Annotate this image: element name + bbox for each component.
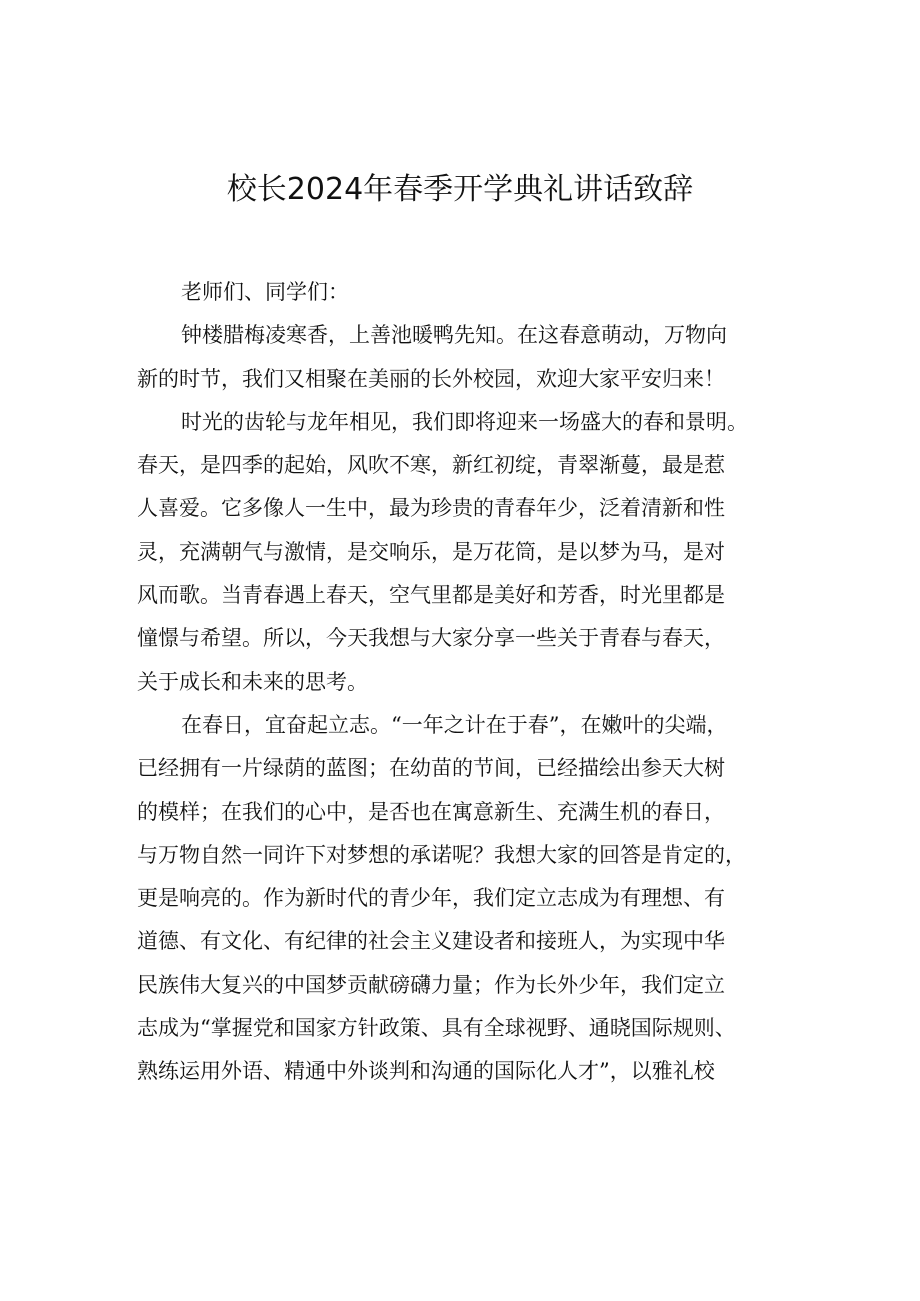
text-line: 新的时节，我们又相聚在美丽的长外校园，欢迎大家平安归来！ (137, 366, 725, 391)
text-line: 灵，充满朝气与激情，是交响乐，是万花筒，是以梦为马，是对 (137, 539, 725, 564)
text-line: 与万物自然一同许下对梦想的承诺呢？我想大家的回答是肯定的， (137, 842, 746, 867)
text-line: 的模样；在我们的心中，是否也在寓意新生、充满生机的春日， (137, 799, 725, 824)
text-line: 民族伟大复兴的中国梦贡献磅礴力量；作为长外少年，我们定立 (137, 972, 725, 997)
text-line: 关于成长和未来的思考。 (137, 669, 368, 694)
text-line: 道德、有文化、有纪律的社会主义建设者和接班人，为实现中华 (137, 929, 725, 954)
text-line: 老师们、同学们： (181, 280, 349, 304)
text-line: 更是响亮的。作为新时代的青少年，我们定立志成为有理想、有 (137, 886, 725, 911)
text-line: 志成为“掌握党和国家方针政策、具有全球视野、通晓国际规则、 (137, 1016, 736, 1041)
document-body (137, 271, 797, 1094)
text-line: 春天，是四季的起始，风吹不寒，新红初绽，青翠渐蔓，最是惹 (137, 453, 725, 478)
text-line: 在春日，宜奋起立志。“一年之计在于春”，在嫩叶的尖端， (181, 712, 728, 737)
text-line: 时光的齿轮与龙年相见，我们即将迎来一场盛大的春和景明。 (181, 409, 748, 434)
text-line: 憧憬与希望。所以，今天我想与大家分享一些关于青春与春天， (137, 626, 725, 651)
text-line: 已经拥有一片绿荫的蓝图；在幼苗的节间，已经描绘出参天大树 (137, 756, 725, 781)
text-line: 熟练运用外语、精通中外谈判和沟通的国际化人才”，以雅礼校 (137, 1059, 715, 1084)
document-title: 校长2024年春季开学典礼讲话致辞 (226, 172, 694, 207)
text-line: 风而歌。当青春遇上春天，空气里都是美好和芳香，时光里都是 (137, 583, 725, 608)
text-line: 钟楼腊梅凌寒香，上善池暖鸭先知。在这春意萌动，万物向 (181, 323, 727, 348)
text-line: 人喜爱。它多像人一生中，最为珍贵的青春年少，泛着清新和性 (137, 496, 725, 521)
